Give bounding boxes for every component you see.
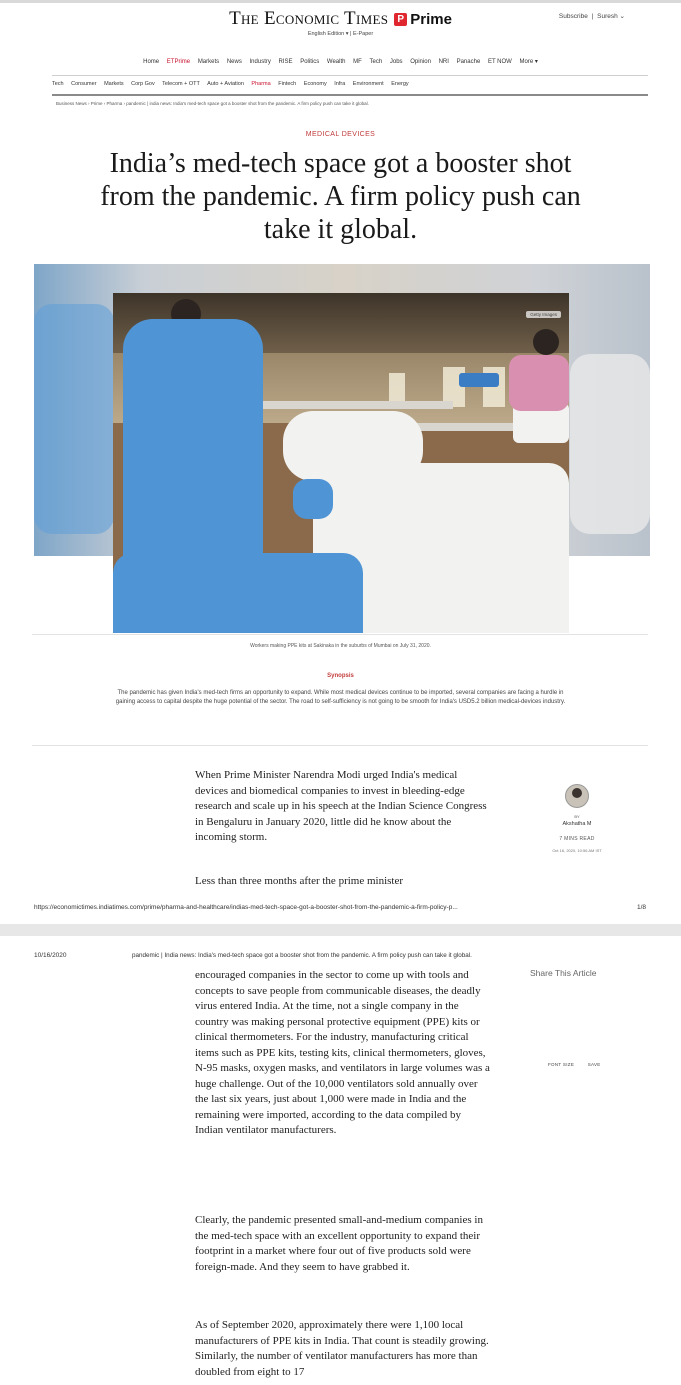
brand-name: The Economic Times	[229, 8, 389, 29]
synopsis-divider	[32, 745, 648, 746]
print-header-date: 10/16/2020	[34, 952, 67, 959]
subnav-item-telecom[interactable]: Telecom + OTT	[162, 81, 200, 87]
user-menu[interactable]: Suresh ⌄	[597, 13, 625, 20]
primary-nav	[0, 58, 681, 65]
nav-divider-bold	[52, 94, 648, 96]
subnav-item-infra[interactable]: Infra	[334, 81, 346, 87]
author-card	[548, 784, 606, 853]
subnav-item-environment[interactable]: Environment	[352, 81, 384, 87]
nav-item-industry[interactable]: Industry	[249, 59, 271, 65]
divider: |	[591, 13, 594, 20]
subnav-item-economy[interactable]: Economy	[303, 81, 327, 87]
nav-item-opinion[interactable]: Opinion	[410, 59, 431, 65]
save-button[interactable]: SAVE	[587, 1062, 601, 1067]
edition-selector[interactable]: English Edition ▾ | E-Paper	[307, 31, 374, 37]
worker	[533, 329, 559, 355]
nav-item-home[interactable]: Home	[143, 59, 160, 65]
font-size-button[interactable]: FONT SIZE	[548, 1062, 575, 1067]
window	[389, 373, 405, 403]
machine	[459, 373, 499, 387]
print-header-title: pandemic | India news: India's med-tech space got a booster shot from the pandemic. A firm policy push can take it global.	[132, 952, 472, 959]
article-paragraph: As of September 2020, approximately there were 1,100 local manufacturers of PPE kits in India. That count is steadily growing. Similarly, the number of ventilator manufacturers has more than doubled from eight to 17	[195, 1319, 489, 1378]
image-credit: Getty Images	[526, 311, 561, 318]
read-time: 7 MINS READ	[559, 836, 595, 842]
top-border	[0, 0, 681, 3]
nav-item-rise[interactable]: RISE	[278, 59, 293, 65]
subnav-item-auto[interactable]: Auto + Aviation	[207, 81, 244, 87]
sewing-table	[253, 401, 453, 409]
subnav-item-corp-gov[interactable]: Corp Gov	[131, 81, 155, 87]
nav-item-wealth[interactable]: Wealth	[326, 59, 346, 65]
nav-item-news[interactable]: News	[226, 59, 242, 65]
image-caption: Workers making PPE kits at Sakinaka in the suburbs of Mumbai on July 31, 2020.	[250, 643, 431, 649]
article-kicker[interactable]: MEDICAL DEVICES	[305, 131, 376, 138]
blue-ppe-pile	[113, 553, 363, 633]
brand-logo[interactable]	[229, 8, 452, 30]
blue-ppe-pile	[293, 479, 333, 519]
article-headline: India’s med-tech space got a booster shot from the pandemic. A firm policy push can take it global.	[100, 148, 581, 245]
author-by-label: BY	[574, 814, 580, 819]
article-paragraph: Less than three months after the prime minister	[195, 875, 404, 887]
nav-item-tech[interactable]: Tech	[369, 59, 383, 65]
subnav-item-markets[interactable]: Markets	[104, 81, 124, 87]
print-footer-url: https://economictimes.indiatimes.com/prime/pharma-and-healthcare/indias-med-tech-space-got-a-booster-shot-from-the-pandemic-a-firm-policy-p...	[34, 904, 458, 911]
publish-date: Oct 16, 2020, 10:56 AM IST	[552, 848, 602, 853]
subnav-item-energy[interactable]: Energy	[391, 81, 409, 87]
prime-badge	[394, 11, 452, 28]
synopsis-text: The pandemic has given India's med-tech firms an opportunity to expand. While most medical devices continue to be imported, several companies are facing a hurdle in gaining access to capital despite the huge potential of the sector. The road to self-sufficiency is not going to be smooth for India's USD5.2 billion medical-devices industry.	[115, 690, 566, 705]
article-paragraph: encouraged companies in the sector to come up with tools and concepts to save people from communicable diseases, the deadly virus entered India. At the time, not a single company in the country was making personal protective equipment (PPE) kits or clinical thermometers. For the industry, manufacturing critical items such as PPE kits, testing kits, clinical thermometers, gloves, N-95 masks, oxygen masks, and ventilators in large volumes was a huge challenge. Out of the 10,000 ventilators sold annually over the last six years, just about 1,000 were made in India and the remaining were imported, according to the data compiled by Indian ventilator manufacturers.	[195, 969, 490, 1136]
nav-item-nri[interactable]: NRI	[438, 59, 449, 65]
account-links	[557, 12, 625, 20]
worker-shirt	[509, 355, 569, 411]
nav-divider	[52, 75, 648, 76]
blurred-shape	[570, 354, 650, 534]
subscribe-link[interactable]: Subscribe	[558, 13, 588, 20]
nav-item-etnow[interactable]: ET NOW	[487, 59, 512, 65]
prime-label: Prime	[410, 10, 452, 28]
nav-item-markets[interactable]: Markets	[197, 59, 220, 65]
caption-divider	[32, 634, 648, 635]
article-paragraph: When Prime Minister Narendra Modi urged India's medical devices and biomedical companies to invest in bleeding-edge research and scale up in his speech at the Indian Science Congress in Bengaluru in January 2020, little did he know about the incoming storm.	[195, 769, 487, 843]
print-page-number: 1/8	[637, 904, 647, 911]
prime-icon: P	[394, 13, 407, 26]
subnav-item-fintech[interactable]: Fintech	[278, 81, 297, 87]
synopsis-heading: Synopsis	[327, 673, 354, 679]
nav-item-more[interactable]: More ▾	[519, 59, 538, 65]
subnav-item-tech[interactable]: Tech	[52, 81, 64, 87]
nav-item-jobs[interactable]: Jobs	[389, 59, 403, 65]
article-tools	[548, 1062, 613, 1067]
avatar[interactable]	[565, 784, 589, 808]
share-article-label[interactable]: Share This Article	[530, 968, 597, 978]
nav-item-politics[interactable]: Politics	[300, 59, 320, 65]
blurred-shape	[34, 304, 114, 534]
secondary-nav	[52, 81, 415, 87]
breadcrumb[interactable]: Business News › Prime › Pharma › pandemic | india news: India's med-tech space got a booster shot from the pandemic. A firm policy push can take it global.	[56, 101, 369, 106]
article-paragraph: Clearly, the pandemic presented small-and-medium companies in the med-tech space with an excellent opportunity to expand their footprint in a market where four out of five products sold were foreign-made. And they seem to have grabbed it.	[195, 1214, 483, 1273]
page-break	[0, 924, 681, 936]
nav-item-mf[interactable]: MF	[353, 59, 362, 65]
subnav-item-pharma[interactable]: Pharma	[251, 81, 271, 87]
nav-item-etprime[interactable]: ETPrime	[166, 59, 191, 65]
subnav-item-consumer[interactable]: Consumer	[71, 81, 97, 87]
hero-image	[113, 293, 569, 633]
author-name[interactable]: Akshatha M	[562, 821, 592, 827]
nav-item-panache[interactable]: Panache	[456, 59, 481, 65]
